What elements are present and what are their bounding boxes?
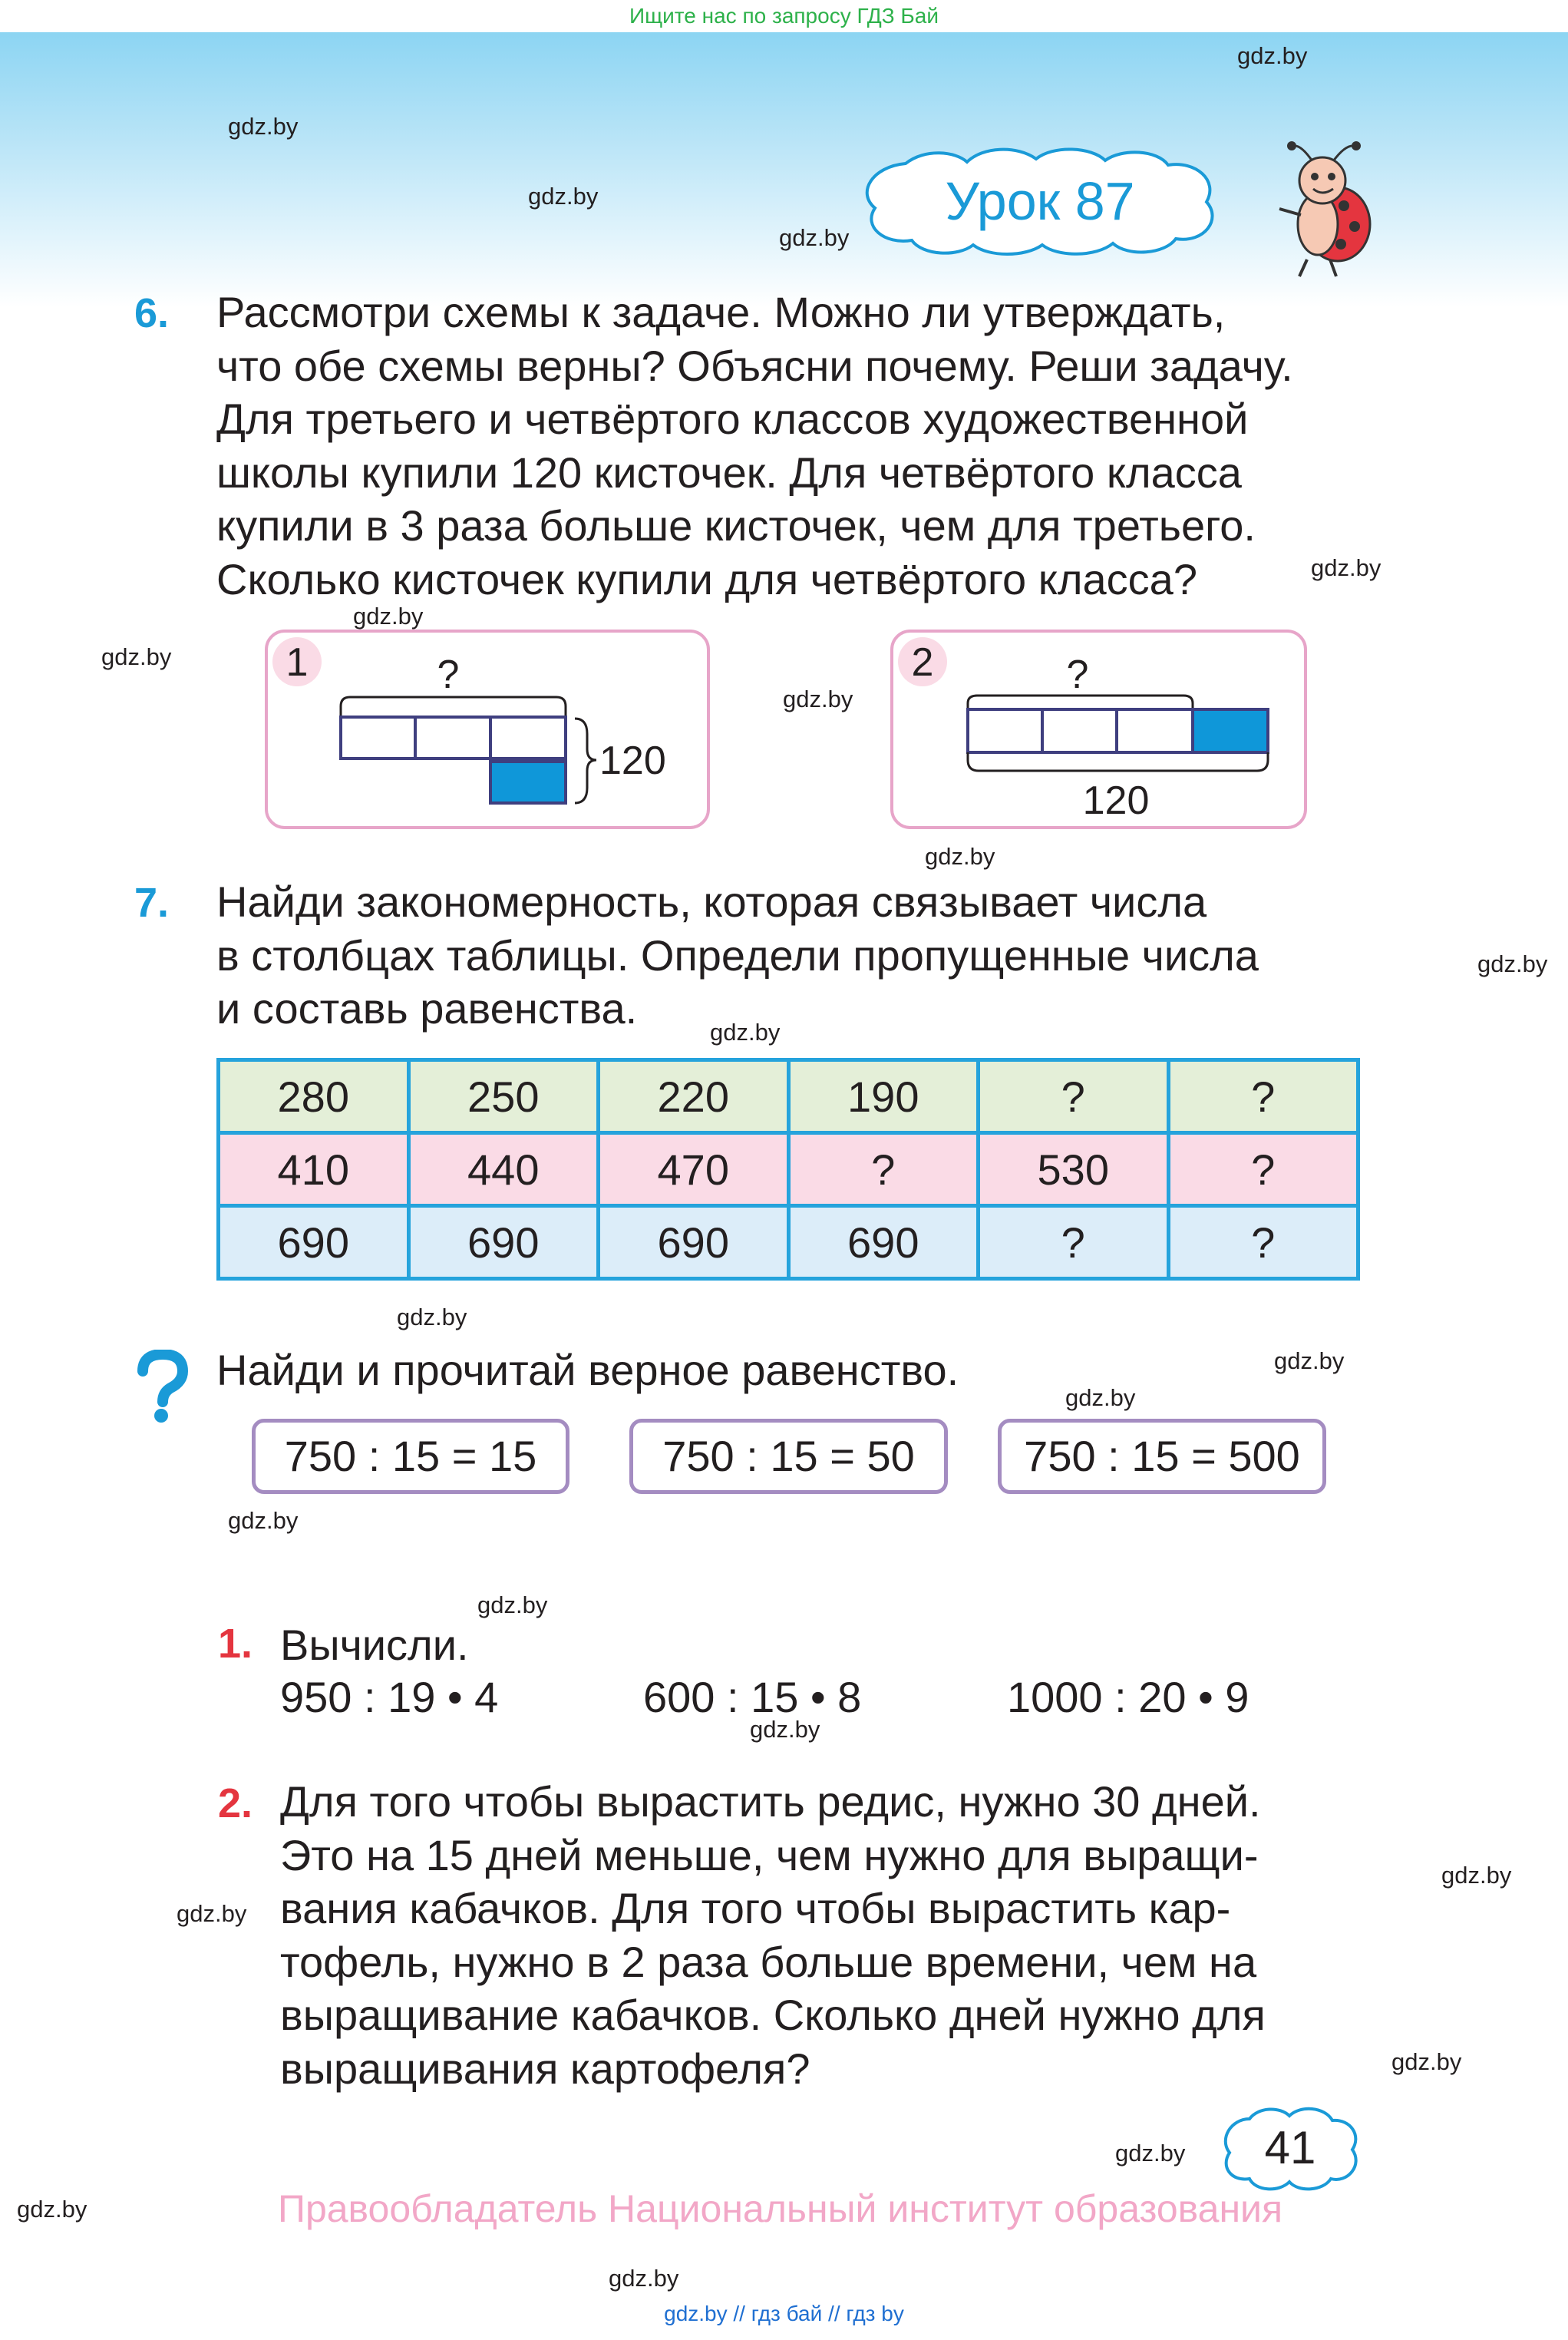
watermark: gdz.by (101, 643, 172, 670)
lesson-badge (852, 142, 1228, 261)
text-line: Сколько кисточек купили для четвёртого класса? (216, 554, 1197, 603)
watermark: gdz.by (750, 1716, 820, 1743)
review-1-title: Вычисли. (280, 1621, 469, 1669)
text-line: Рассмотри схемы к задаче. Можно ли утверждать, (216, 288, 1226, 336)
text-line: Найди закономерность, которая связывает числа (216, 878, 1207, 926)
watermark: gdz.by (477, 1591, 548, 1618)
task-6-text (216, 286, 1360, 606)
watermark: gdz.by (528, 183, 599, 210)
scheme-1 (265, 630, 710, 829)
text-line: в столбцах таблицы. Определи пропущенные числа (216, 930, 1259, 980)
watermark: gdz.by (353, 603, 424, 630)
table-cell: ? (1168, 1060, 1358, 1133)
table-row (219, 1060, 1358, 1133)
table-cell: 250 (408, 1060, 599, 1133)
task-7-number: 7. (134, 880, 170, 926)
table-cell: 190 (788, 1060, 979, 1133)
watermark: gdz.by (783, 686, 853, 712)
watermark: gdz.by (710, 1019, 781, 1046)
scheme-2-question: ? (1066, 653, 1089, 697)
text-line: что обе схемы верны? Объясни почему. Реши задачу. (216, 341, 1293, 390)
footer-links[interactable]: gdz.by // гдз бай // гдз by (664, 2302, 904, 2325)
expression-2: 600 : 15 • 8 (643, 1673, 862, 1721)
search-banner[interactable]: Ищите нас по запросу ГДЗ Бай (0, 0, 1568, 32)
watermark: gdz.by (1237, 42, 1308, 69)
scheme-1-total: 120 (599, 739, 666, 783)
watermark: gdz.by (925, 843, 995, 870)
table-cell: 690 (599, 1206, 789, 1279)
table-cell: 530 (979, 1133, 1169, 1206)
watermark: gdz.by (609, 2265, 679, 2292)
watermark: gdz.by (779, 224, 850, 251)
watermark: gdz.by (1115, 2140, 1186, 2166)
table-cell: 690 (408, 1206, 599, 1279)
text-line: выращивания картофеля? (280, 2044, 810, 2093)
lesson-title: Урок 87 (945, 171, 1135, 231)
table-cell: 410 (219, 1133, 409, 1206)
table-cell: ? (979, 1206, 1169, 1279)
watermark: gdz.by (228, 1507, 299, 1534)
equation-option-1[interactable]: 750 : 15 = 15 (252, 1419, 569, 1494)
expression-3: 1000 : 20 • 9 (1007, 1673, 1249, 1721)
review-2-text (280, 1775, 1360, 2095)
table-cell: ? (788, 1133, 979, 1206)
watermark: gdz.by (397, 1304, 467, 1330)
watermark: gdz.by (1311, 554, 1381, 581)
table-cell: ? (979, 1060, 1169, 1133)
page-number-badge (1219, 2102, 1362, 2194)
review-2-number: 2. (218, 1780, 253, 1826)
text-line: выращивание кабачков. Сколько дней нужно для (280, 1991, 1266, 2039)
text-line: школы купили 120 кисточек. Для четвёртого класса (216, 448, 1242, 497)
table-cell: 690 (788, 1206, 979, 1279)
review-1-number: 1. (218, 1621, 253, 1667)
table-row (219, 1133, 1358, 1206)
watermark: gdz.by (17, 2196, 87, 2223)
table-cell: ? (1168, 1206, 1358, 1279)
text-line: тофель, нужно в 2 раза больше времени, чем на (280, 1937, 1257, 1986)
watermark: gdz.by (1477, 950, 1548, 977)
text-line: Для того чтобы вырастить редис, нужно 30 дней. (280, 1777, 1261, 1826)
text-line: Для третьего и четвёртого классов художественной (216, 395, 1249, 443)
expression-1: 950 : 19 • 4 (280, 1673, 499, 1721)
table-cell: 220 (599, 1060, 789, 1133)
table-cell: 280 (219, 1060, 409, 1133)
scheme-1-number: 1 (286, 640, 309, 685)
scheme-2 (890, 630, 1307, 829)
table-cell: ? (1168, 1133, 1358, 1206)
watermark: gdz.by (1065, 1384, 1136, 1411)
watermark: gdz.by (177, 1900, 247, 1927)
task-7-text (216, 875, 1360, 1036)
table-cell: 440 (408, 1133, 599, 1206)
question-mark-icon (132, 1350, 193, 1425)
equation-option-2[interactable]: 750 : 15 = 50 (629, 1419, 948, 1494)
table-cell: 690 (219, 1206, 409, 1279)
text-line: Это на 15 дней меньше, чем нужно для выращи- (280, 1830, 1259, 1879)
page-number: 41 (1264, 2122, 1316, 2173)
copyright-text: Правообладатель Национальный институт образования (278, 2187, 1283, 2230)
question-text: Найди и прочитай верное равенство. (216, 1346, 959, 1394)
scheme-1-diagram (268, 633, 707, 826)
table-row (219, 1206, 1358, 1279)
scheme-2-total: 120 (1082, 778, 1150, 823)
scheme-2-number: 2 (911, 640, 934, 685)
watermark: gdz.by (1391, 2048, 1462, 2075)
scheme-1-question: ? (437, 653, 460, 697)
scheme-2-diagram (893, 633, 1304, 826)
watermark: gdz.by (1274, 1347, 1345, 1374)
table-cell: 470 (599, 1133, 789, 1206)
ladybug-icon (1270, 138, 1378, 280)
text-line: вания кабачков. Для того чтобы вырастить кар- (280, 1884, 1231, 1932)
watermark: gdz.by (1441, 1862, 1512, 1889)
pattern-table (216, 1058, 1360, 1281)
text-line: и составь равенства. (216, 984, 638, 1033)
equation-option-3[interactable]: 750 : 15 = 500 (998, 1419, 1326, 1494)
watermark: gdz.by (228, 113, 299, 140)
task-6-number: 6. (134, 290, 170, 336)
text-line: купили в 3 раза больше кисточек, чем для третьего. (216, 501, 1256, 550)
